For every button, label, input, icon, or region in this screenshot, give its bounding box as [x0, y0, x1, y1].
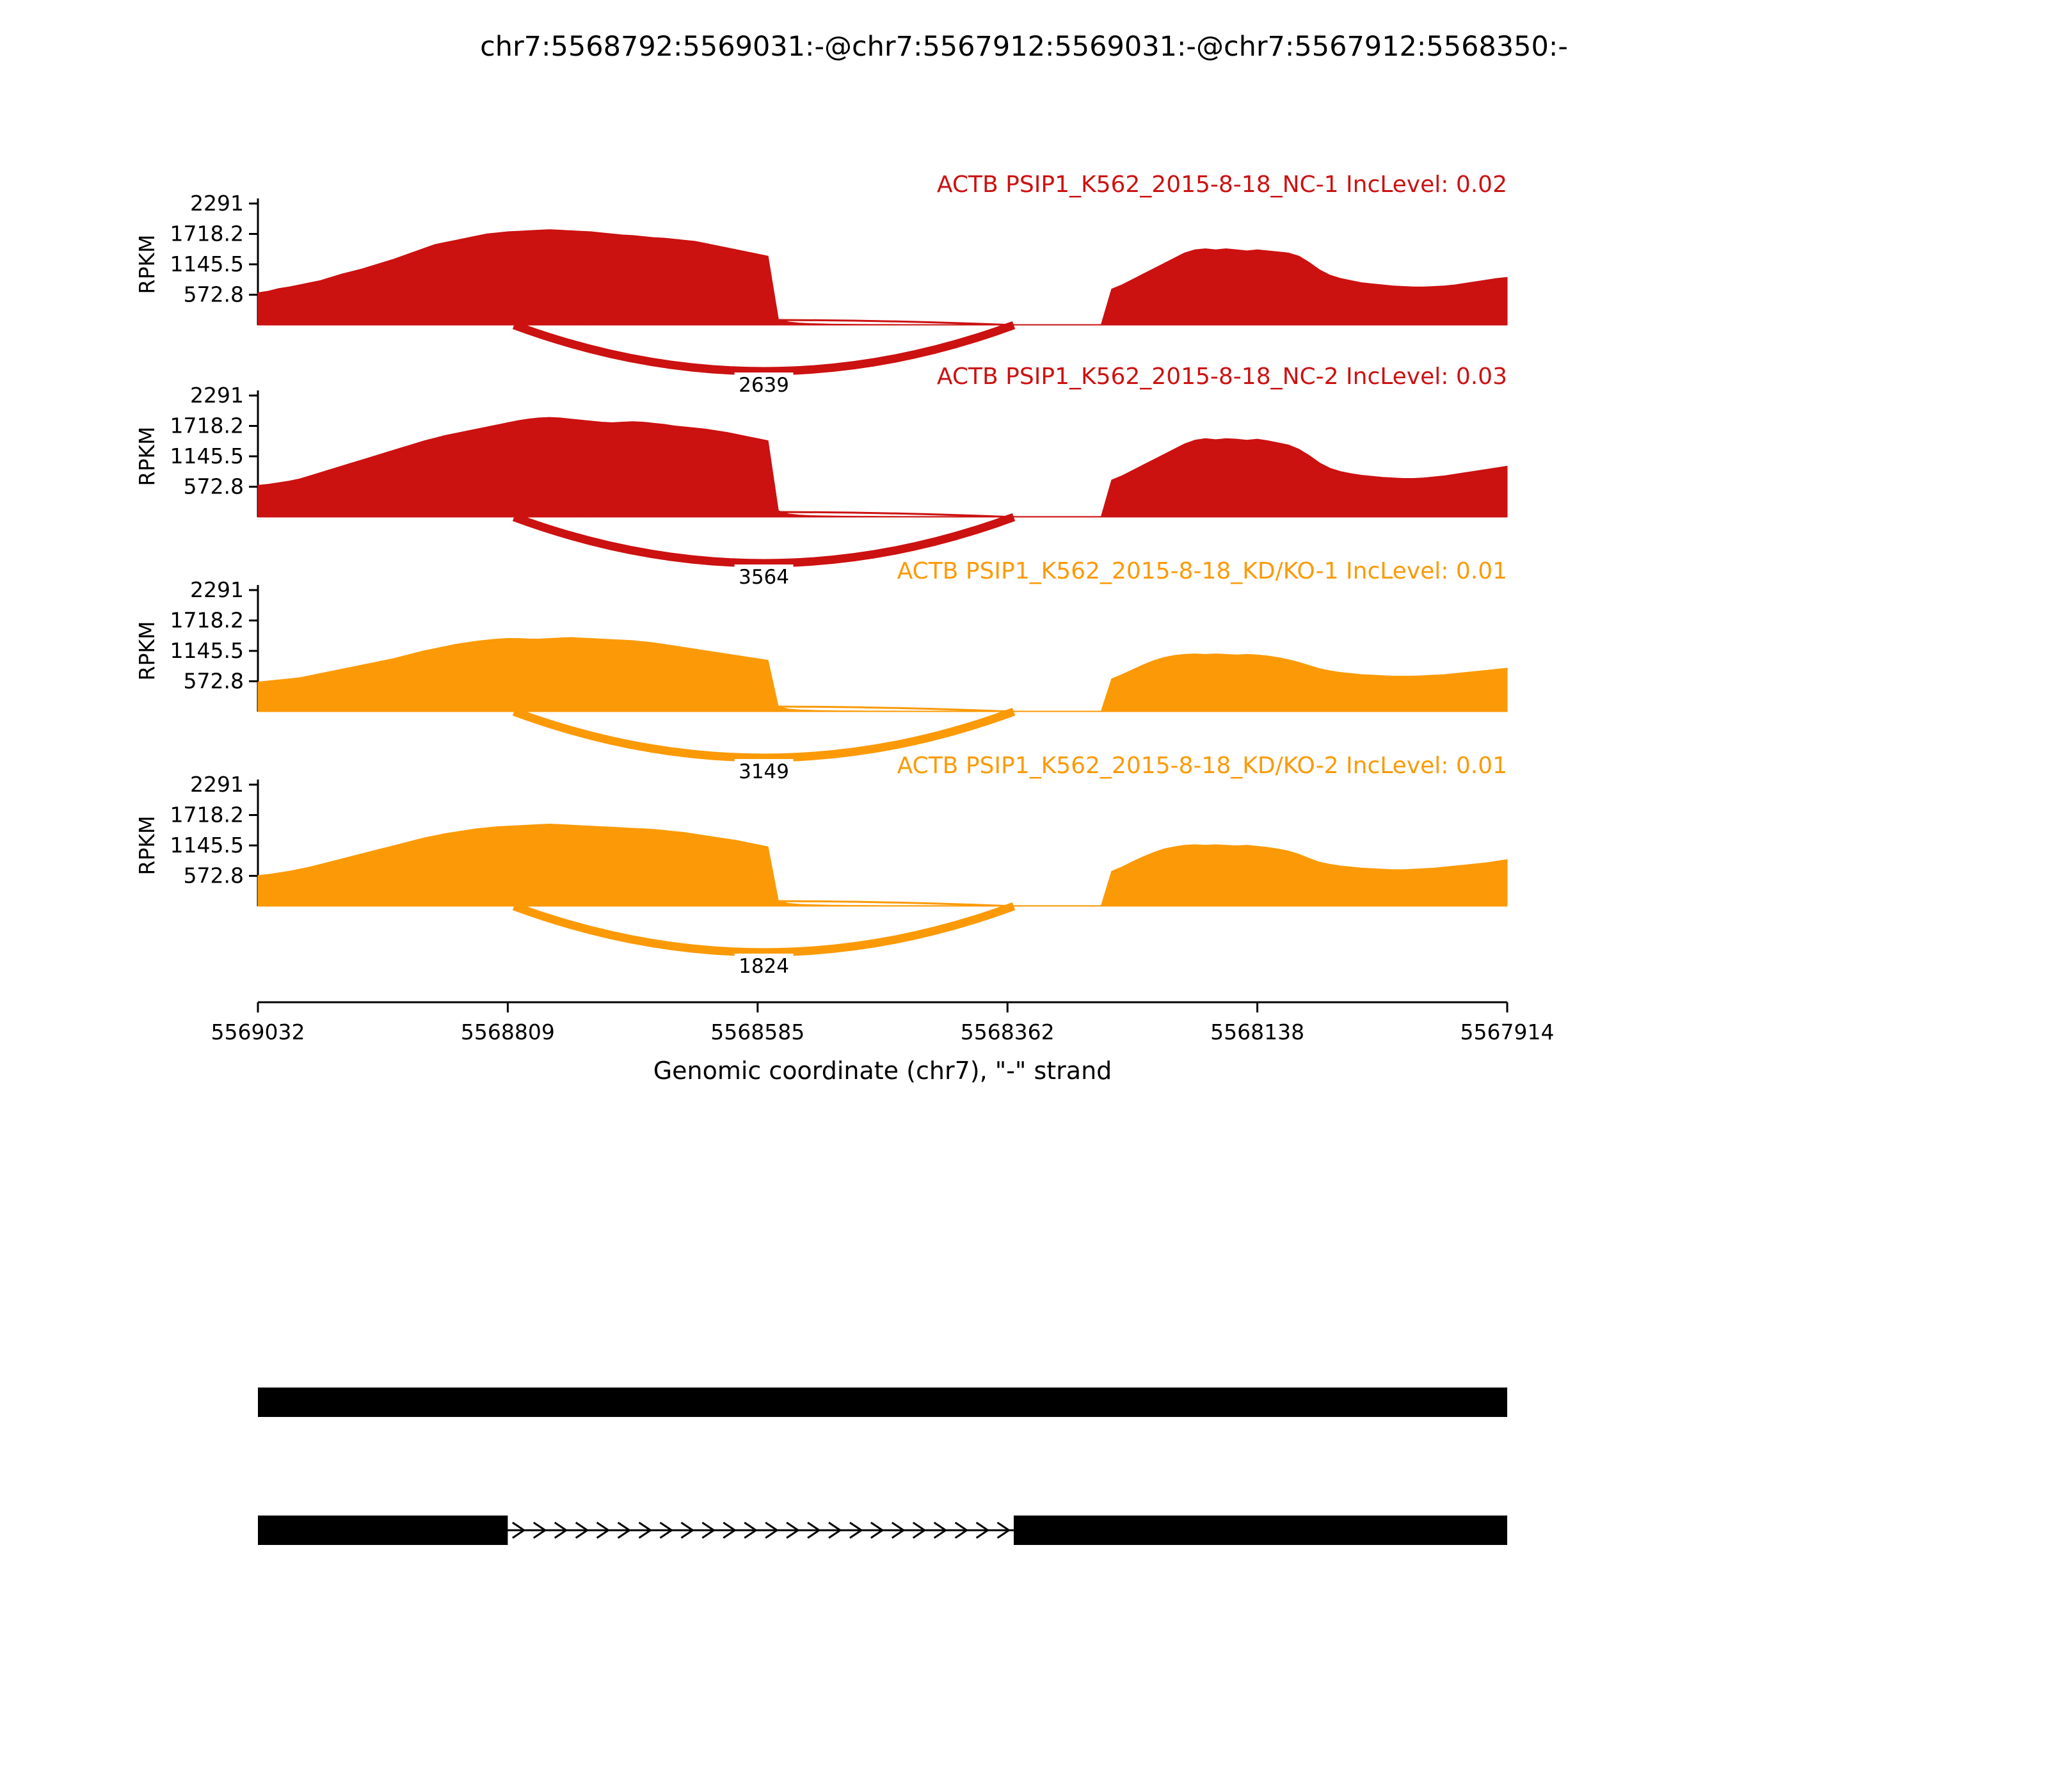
y-tick-label: 572.8 — [183, 282, 244, 307]
junction-count-label: 3564 — [739, 566, 790, 589]
y-axis-title: RPKM — [134, 621, 159, 681]
y-tick-label: 2291 — [190, 577, 244, 602]
y-tick-label: 1718.2 — [170, 802, 244, 828]
y-tick-label: 2291 — [190, 191, 244, 216]
y-tick-label: 1145.5 — [170, 638, 244, 663]
coverage-track — [134, 364, 1507, 590]
junction-count-label: 2639 — [739, 374, 790, 397]
junction-arc — [514, 906, 1014, 952]
x-tick-label: 5568138 — [1210, 1020, 1305, 1044]
y-axis-title: RPKM — [134, 234, 159, 294]
exon-block — [1014, 1516, 1507, 1545]
y-tick-label: 572.8 — [183, 863, 244, 888]
x-tick-label: 5568809 — [460, 1020, 555, 1044]
y-tick-label: 2291 — [190, 383, 244, 408]
y-tick-label: 1145.5 — [170, 833, 244, 858]
coverage-track — [134, 558, 1507, 785]
junction-arc — [514, 517, 1014, 563]
track-label: ACTB PSIP1_K562_2015-8-18_NC-2 IncLevel: 0.03 — [936, 364, 1507, 390]
x-axis — [211, 1002, 1555, 1085]
coverage-track — [134, 753, 1507, 979]
track-label: ACTB PSIP1_K562_2015-8-18_NC-1 IncLevel: 0.02 — [936, 172, 1507, 198]
y-axis-title: RPKM — [134, 815, 159, 876]
coverage-area — [258, 230, 1507, 325]
y-tick-label: 1145.5 — [170, 444, 244, 468]
y-tick-label: 1718.2 — [170, 221, 244, 246]
junction-count-label: 3149 — [739, 760, 790, 783]
y-tick-label: 1718.2 — [170, 413, 244, 438]
x-tick-label: 5568585 — [710, 1020, 805, 1044]
y-tick-label: 1145.5 — [170, 252, 244, 276]
y-tick-label: 572.8 — [183, 668, 244, 694]
junction-count-label: 1824 — [739, 955, 790, 978]
x-tick-label: 5568362 — [960, 1020, 1055, 1044]
x-tick-label: 5569032 — [211, 1020, 305, 1044]
exon-block — [258, 1388, 1507, 1417]
y-tick-label: 572.8 — [183, 474, 244, 499]
coverage-area — [258, 417, 1507, 517]
y-tick-label: 2291 — [190, 772, 244, 797]
page-title: chr7:5568792:5569031:-@chr7:5567912:5569031:-@chr7:5567912:5568350:- — [480, 31, 1568, 63]
track-label: ACTB PSIP1_K562_2015-8-18_KD/KO-2 IncLevel: 0.01 — [897, 753, 1507, 779]
coverage-area — [258, 824, 1507, 906]
exon-block — [258, 1516, 508, 1545]
gene-model — [258, 1388, 1507, 1545]
y-tick-label: 1718.2 — [170, 607, 244, 633]
x-axis-title: Genomic coordinate (chr7), "-" strand — [653, 1057, 1112, 1085]
coverage-area — [258, 637, 1507, 712]
y-axis-title: RPKM — [134, 426, 159, 486]
track-label: ACTB PSIP1_K562_2015-8-18_KD/KO-1 IncLevel: 0.01 — [897, 558, 1507, 584]
x-tick-label: 5567914 — [1460, 1020, 1555, 1044]
junction-arc — [514, 712, 1014, 758]
